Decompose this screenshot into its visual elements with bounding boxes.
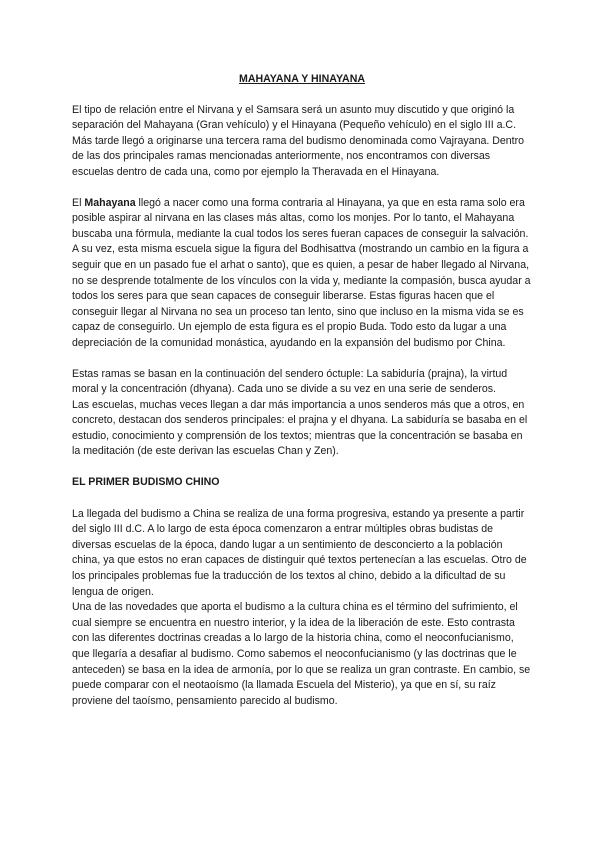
bold-term-mahayana: Mahayana — [84, 196, 136, 209]
paragraph: A su vez, esta misma escuela sigue la figura del Bodhisattva (mostrando un cambio en la figura a seguir que en un pasado fue el arhat o santo), que es quien, a pesar de haber llegado al Nirvana, no se desprende totalmente de los vínculos con la vida y, mediante la compasión, busca ayudar a todos los seres para que sean capaces de conseguir liberarse. Estas figuras hacen que el conseguir llegar al Nirvana no sea un proceso tan lento, sino que incluso en la misma vida se es capaz de conseguirlo. Un ejemplo de esta figura es el propio Buda. Todo esto da lugar a una depreciación de la comunidad monástica, ayudando en la expansión del budismo por China. — [72, 243, 531, 349]
paragraph-text: llegó a nacer como una forma contraria al Hinayana, ya que en esta rama solo era posible aspirar al nirvana en las clases más altas, como los monjes. Por lo tanto, el Mahayana buscaba una fórmula, mediante la cual todos los seres fueran capaces de conseguir la salvación. — [72, 196, 529, 240]
paragraph: Estas ramas se basan en la continuación del sendero óctuple: La sabiduría (prajna), la virtud moral y la concentración (dhyana). Cada uno se divide a su vez en una serie de senderos. — [72, 367, 508, 396]
paragraph: Una de las novedades que aporta el budismo a la cultura china es el término del sufrimiento, el cual siempre se encuentra en nuestro interior, y la idea de la liberación de este. Esto contrasta con las diferentes doctrinas creadas a lo largo de la historia china, como el neoconfucianismo, que llegaría a desafiar al budismo. Como sabemos el neoconfucianismo (y las doctrinas que le anteceden) se basa en la idea de armonía, por lo que se realiza un gran contraste. En cambio, se puede comparar con el neotaoísmo (la llamada Escuela del Misterio), ya que en sí, su raíz proviene del taoísmo, pensamiento parecido al budismo. — [72, 601, 531, 707]
paragraph-spacer — [72, 460, 532, 475]
paragraph — [72, 196, 532, 243]
section-heading: EL PRIMER BUDISMO CHINO — [72, 476, 220, 489]
paragraph: El tipo de relación entre el Nirvana y el Samsara será un asunto muy discutido y que originó la separación del Mahayana (Gran vehículo) y el Hinayana (Pequeño vehículo) en el siglo III a.C. Más tarde llegó a originarse una tercera rama del budismo denominada como Vajrayana. Dentro de las dos principales ramas mencionadas anteriormente, nos encontramos con diversas escuelas dentro de cada una, como por ejemplo la Theravada en el Hinayana. — [72, 103, 525, 178]
paragraph-spacer — [72, 352, 532, 367]
document-body — [72, 72, 532, 709]
paragraph-spacer — [72, 181, 532, 196]
paragraph-prefix: El — [72, 196, 85, 209]
paragraph: Las escuelas, muchas veces llegan a dar más importancia a unos senderos más que a otros, en concreto, destacan dos senderos principales: el prajna y el dhyana. La sabiduría se basaba en el estudio, conocimiento y comprensión de los textos; mientras que la concentración se basaba en la meditación (de este derivan las escuelas Chan y Zen). — [72, 398, 528, 458]
paragraph: La llegada del budismo a China se realiza de una forma progresiva, estando ya presente a partir del siglo III d.C. A lo largo de esta época comenzaron a entrar múltiples obras budistas de diversas escuelas de la época, dando lugar a un sentimiento de desconcierto a la población china, ya que estos no eran capaces de distinguir qué textos pertenecían a las escuelas. Otro de los principales problemas fue la traducción de los textos al chino, debido a la dificultad de su lengua de origen. — [72, 507, 527, 598]
document-title: MAHAYANA Y HINAYANA — [239, 73, 365, 85]
